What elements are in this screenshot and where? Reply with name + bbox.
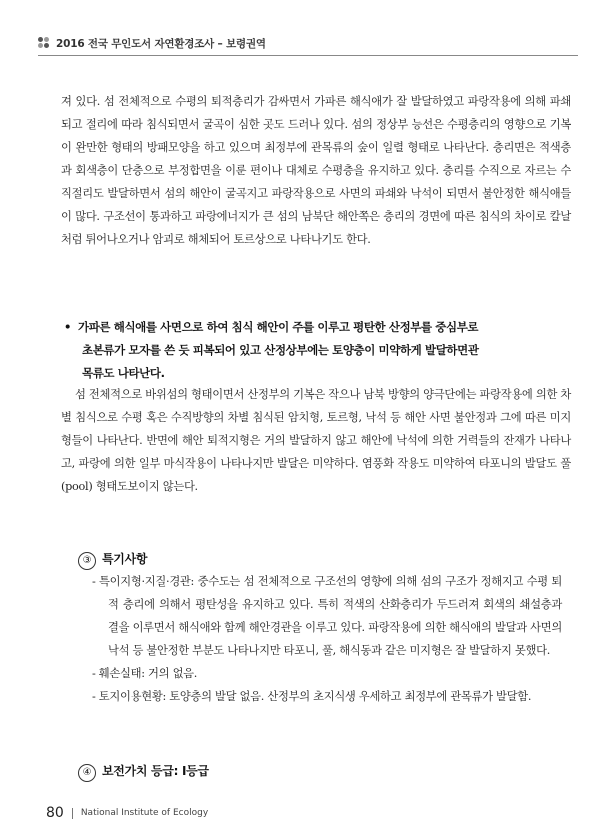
- page-header: [38, 33, 578, 53]
- header-divider: [38, 55, 578, 56]
- section-4-number: ④: [78, 764, 96, 782]
- paragraph-1: 져 있다. 섬 전체적으로 수평의 퇴적층리가 감싸면서 가파른 해식애가 잘 발달하였고 파랑작용에 의해 파쇄되고 절리에 따라 침식되면서 굴곡이 심한 곳도 드러나 있다. 섬의 정상부 능선은 수평층리의 영향으로 기복이 완만한 형태의 방패모양을 하고 있으며 최정부에 관목류의 숲이 일렬 형태로 나타난다. 층리면은 적색층과 회색층이 단층으로 부정합면을 이룬 편이나 대체로 수평층을 유지하고 있다. 층리를 수직으로 자르는 수직절리도 발달하면서 섬의 해안이 굴곡지고 파랑작용으로 사면의 파쇄와 낙석이 되면서 불안정한 해식애들이 많다. 구조선이 통과하고 파랑에너지가 큰 섬의 남북단 해안쪽은 층리의 경면에 따른 침식의 차이로 칼날처럼 튀어나오거나 암괴로 해체되어 토르상으로 나타나기도 한다.: [61, 95, 571, 246]
- paragraph-2: 섬 전체적으로 바위섬의 형태이면서 산정부의 기복은 작으나 남북 방향의 양극단에는 파랑작용에 의한 차별 침식으로 수평 혹은 수직방향의 차별 침식된 암치형, 토르형, 낙석 등 해안 사면 불안정과 그에 따른 미지형들이 나타난다. 반면에 해안 퇴적지형은 거의 발달하지 않고 해안에 낙석에 의한 거력들의 잔재가 나타나고, 파랑에 의한 일부 마식작용이 나타나지만 발달은 미약하다. 염풍화 작용도 미약하여 타포니의 발달도 풀(pool) 형태도보이지 않는다.: [61, 388, 571, 493]
- section-4-heading: [78, 762, 209, 782]
- special-notes-list: [92, 570, 562, 708]
- header-title: 2016 전국 무인도서 자연환경조사 – 보령권역: [56, 37, 266, 50]
- list-item: - 특이지형·지질·경관: 중수도는 섬 전체적으로 구조선의 영향에 의해 섬의 구조가 정해지고 수평 퇴적 층리에 의해서 평탄성을 유지하고 있다. 특히 적색의 산화층리가 두드러져 회색의 쇄설층과 결을 이루면서 해식애와 함께 해안경관을 이루고 있다. 파랑작용에 의한 해식애의 발달과 사면의 낙석 등 불안정한 부분도 나타나지만 타포니, 풀, 해식동과 같은 미지형은 잘 발달하지 못했다.: [92, 575, 562, 657]
- section-3-number: ③: [78, 552, 96, 570]
- footer-divider: [72, 808, 73, 819]
- header-dots-icon: [38, 37, 50, 49]
- section-3-title: 특기사항: [102, 552, 148, 566]
- bullet-icon: •: [64, 320, 71, 334]
- bullet-summary: [64, 316, 570, 385]
- bullet-line-2: 초본류가 모자를 쓴 듯 피복되어 있고 산정상부에는 토양층이 미약하게 발달하면관: [82, 343, 479, 357]
- bullet-line-1: [64, 316, 570, 339]
- page-number: 80: [46, 805, 64, 821]
- section-4-title: 보전가치 등급: I등급: [102, 764, 209, 778]
- bullet-line-3: 목류도 나타난다.: [82, 366, 165, 380]
- section-3-heading: [78, 550, 147, 570]
- bullet-text-1: 가파른 해식애를 사면으로 하여 침식 해안이 주를 이루고 평탄한 산정부를 중심부로: [78, 320, 479, 334]
- page-footer: [46, 803, 208, 823]
- list-item: - 훼손실태: 거의 없음.: [92, 667, 198, 680]
- footer-organization: National Institute of Ecology: [80, 808, 209, 818]
- list-item: - 토지이용현황: 토양층의 발달 없음. 산정부의 초지식생 우세하고 최정부에 관목류가 발달함.: [92, 690, 532, 703]
